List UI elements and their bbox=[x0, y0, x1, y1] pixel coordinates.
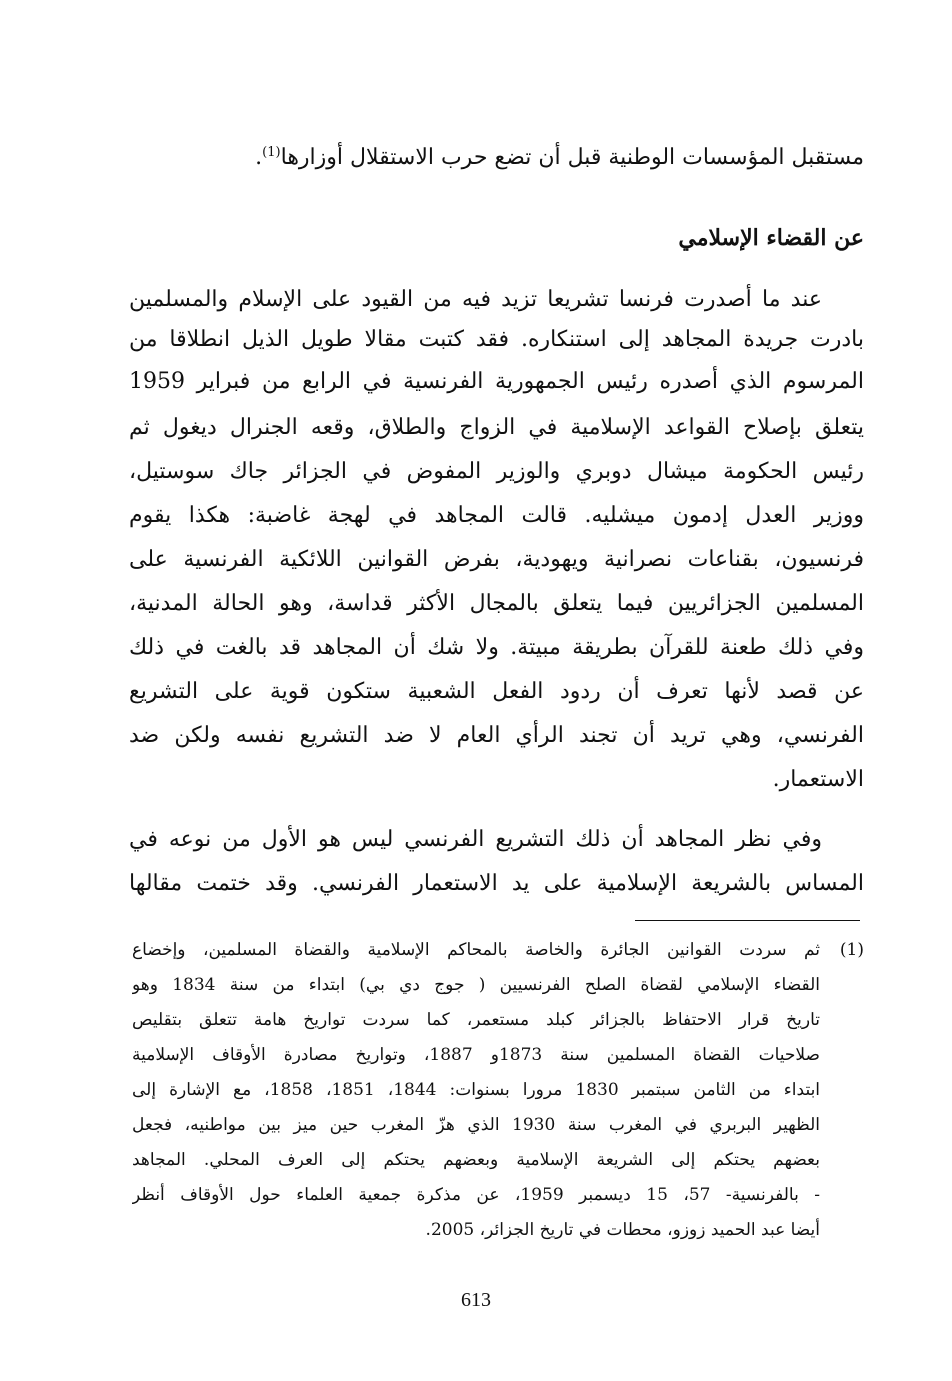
paragraph-line: المسلمين الجزائريين فيما يتعلق بالمجال الأكثر قداسة، وهو الحالة المدنية، bbox=[129, 591, 864, 616]
footnote-reference[interactable]: (1) bbox=[262, 145, 281, 160]
paragraph-line: رئيس الحكومة ميشال دوبري والوزير المفوض في الجزائر جاك سوستيل، bbox=[129, 459, 864, 484]
footnote-line: بعضهم يحتكم إلى الشريعة الإسلامية وبعضهم يحتكم إلى العرف المحلي. المجاهد bbox=[132, 1150, 820, 1170]
paragraph-line: المساس بالشريعة الإسلامية على يد الاستعمار الفرنسي. وقد ختمت مقالها bbox=[129, 871, 864, 896]
paragraph-line: عن قصد لأنها تعرف أن ردود الفعل الشعبية ستكون قوية على التشريع bbox=[129, 679, 864, 704]
opening-line bbox=[129, 138, 864, 178]
paragraph-line: الفرنسي، وهي تريد أن تجند الرأي العام لا ضد التشريع نفسه ولكن ضد bbox=[129, 723, 864, 748]
footnote-marker: (1) bbox=[839, 940, 864, 960]
paragraph-line: عند ما أصدرت فرنسا تشريعا تزيد فيه من القيود على الإسلام والمسلمين bbox=[129, 287, 822, 312]
paragraph-line: فرنسيون، بقناعات نصرانية ويهودية، بفرض القوانين اللائكية الفرنسية على bbox=[129, 547, 864, 572]
footnote-line: تاريخ قرار الاحتفاظ بالجزائر كبلد مستعمر، كما سردت تواريخ هامة تتعلق بتقليص bbox=[132, 1010, 820, 1030]
footnote-line: - بالفرنسية- 57، 15 ديسمبر 1959، عن مذكرة جمعية العلماء حول الأوقاف أنظر bbox=[132, 1185, 820, 1205]
opening-line-end: . bbox=[255, 145, 263, 170]
footnote-line: القضاء الإسلامي لقضاة الصلح الفرنسيين ( جوج دي بي) ابتداء من سنة 1834 وهو bbox=[132, 975, 820, 995]
paragraph-line: الاستعمار. bbox=[772, 767, 864, 792]
footnote-line: صلاحيات القضاة المسلمين سنة 1873و 1887، وتواريخ مصادرة الأوقاف الإسلامية bbox=[132, 1045, 820, 1065]
footnote-divider bbox=[635, 920, 860, 921]
footnote-line: ثم سردت القوانين الجائرة والخاصة بالمحاكم الإسلامية والقضاة المسلمين، وإخضاع bbox=[132, 940, 820, 960]
paragraph-line: وفي نظر المجاهد أن ذلك التشريع الفرنسي ليس هو الأول من نوعه في bbox=[129, 827, 822, 852]
paragraph-line: ووزير العدل إدمون ميشليه. قالت المجاهد في لهجة غاضبة: هكذا يقوم bbox=[129, 503, 864, 528]
paragraph-line: يتعلق بإصلاح القواعد الإسلامية في الزواج والطلاق، وقعه الجنرال ديغول ثم bbox=[129, 415, 864, 440]
page-number: 613 bbox=[461, 1289, 491, 1311]
section-heading: عن القضاء الإسلامي bbox=[678, 225, 864, 251]
footnote-line: ابتداء من الثامن سبتمبر 1830 مرورا بسنوات: 1844، 1851، 1858، مع الإشارة إلى bbox=[132, 1080, 820, 1100]
paragraph-line: المرسوم الذي أصدره رئيس الجمهورية الفرنسية في الرابع من فبراير 1959 bbox=[129, 369, 864, 394]
footnote-line: الظهير البربري في المغرب سنة 1930 الذي هزّ المغرب حين ميز بين مواطنيه، فجعل bbox=[132, 1115, 820, 1135]
footnote-line: أيضا عبد الحميد زوزو، محطات في تاريخ الجزائر، 2005. bbox=[425, 1220, 820, 1240]
paragraph-line: وفي ذلك طعنة للقرآن بطريقة مبيتة. ولا شك أن المجاهد قد بالغت في ذلك bbox=[129, 635, 864, 660]
opening-line-text: مستقبل المؤسسات الوطنية قبل أن تضع حرب الاستقلال أوزارها bbox=[280, 145, 864, 170]
paragraph-line: بادرت جريدة المجاهد إلى استنكاره. فقد كتبت مقالا طويل الذيل انطلاقا من bbox=[129, 327, 864, 352]
